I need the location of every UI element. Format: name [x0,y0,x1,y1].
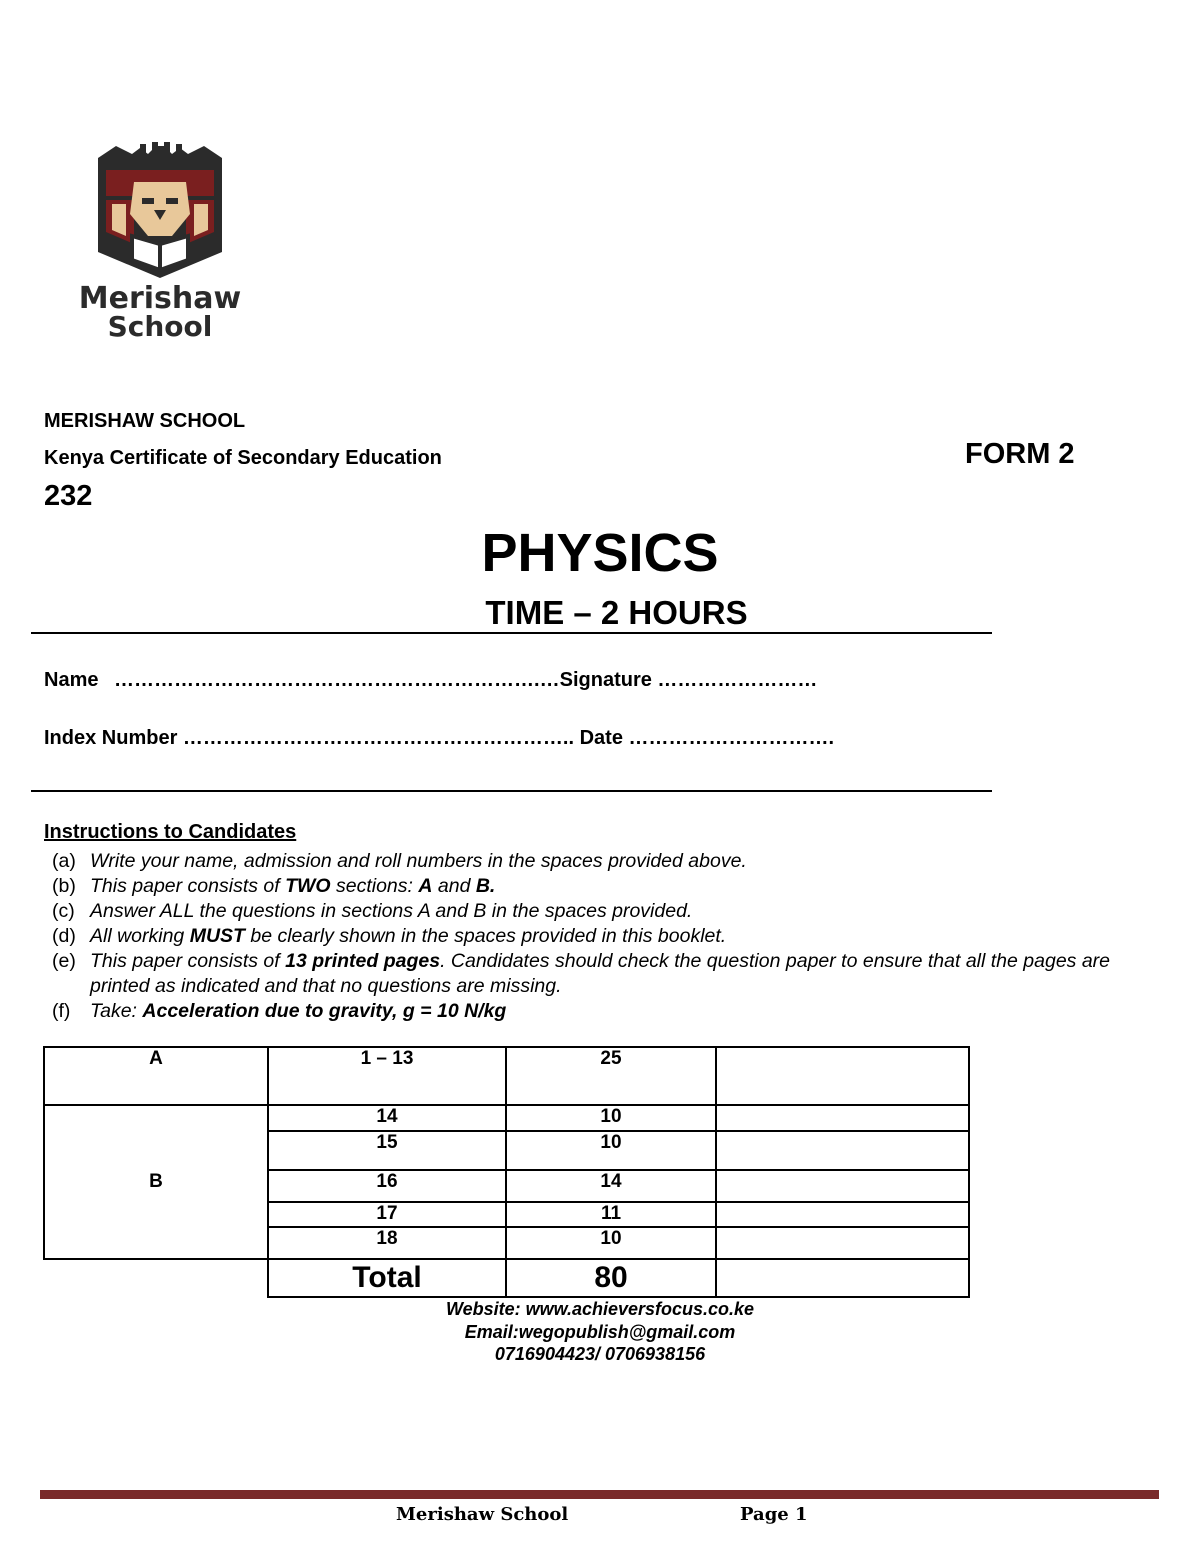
divider-bottom [31,790,992,792]
instruction-item [52,949,1132,999]
paper-code: 232 [44,480,93,512]
instruction-label: (e) [52,950,76,972]
footer-page-number: Page 1 [740,1504,808,1525]
date-field[interactable]: …………………………. [628,727,835,749]
total-label: Total [268,1259,506,1297]
max-marks-cell: 11 [506,1202,716,1227]
instruction-label: (c) [52,900,75,922]
question-cell: 18 [268,1227,506,1259]
index-number-field[interactable]: ………………………………………………….. [182,727,575,749]
footer-school-name: Merishaw School [396,1504,569,1525]
max-marks-cell: 10 [506,1227,716,1259]
instruction-text: Write your name, admission and roll numbers in the spaces provided above. [90,850,747,872]
instruction-text: Take: Acceleration due to gravity, g = 10 N/kg [90,1000,507,1022]
instruction-text: Answer ALL the questions in sections A and B in the spaces provided. [90,900,693,922]
phone-text: 0716904423/ 0706938156 [494,1344,706,1364]
total-row [44,1259,969,1297]
instruction-label: (b) [52,875,76,897]
max-marks-cell: 14 [506,1170,716,1202]
total-score-cell[interactable] [716,1259,969,1297]
instruction-item [52,924,1132,949]
max-marks-cell: 10 [506,1105,716,1131]
instruction-item [52,874,1132,899]
max-marks-cell: 25 [506,1047,716,1105]
name-label: Name [44,669,99,691]
lion-crest-icon [60,140,260,350]
instructions-title: Instructions to Candidates [44,821,297,843]
footer-bar [40,1490,1159,1499]
table-row [44,1047,969,1105]
exam-duration: TIME – 2 HOURS [485,594,748,631]
score-cell[interactable] [716,1202,969,1227]
school-logo [60,140,260,350]
instruction-label: (d) [52,925,76,947]
school-name: MERISHAW SCHOOL [44,410,246,432]
subject-title: PHYSICS [481,523,719,583]
form-level: FORM 2 [965,438,1075,470]
question-cell: 14 [268,1105,506,1131]
question-cell: 16 [268,1170,506,1202]
score-cell[interactable] [716,1227,969,1259]
empty-cell [44,1259,268,1297]
question-cell: 1 – 13 [268,1047,506,1105]
email-text: Email:wegopublish@gmail.com [464,1321,736,1342]
score-cell[interactable] [716,1047,969,1105]
instruction-item [52,999,1132,1024]
contact-block [0,1298,1200,1366]
index-date-row [44,727,834,750]
date-label: Date [579,727,623,749]
website-text: Website: www.achieversfocus.co.ke [445,1299,755,1319]
table-row [44,1105,969,1131]
name-signature-row [44,669,817,692]
signature-field[interactable]: …………………… [657,669,818,691]
score-cell[interactable] [716,1105,969,1131]
instruction-text: All working MUST be clearly shown in the spaces provided in this booklet. [90,925,727,947]
total-marks: 80 [506,1259,716,1297]
instruction-item [52,849,1132,874]
score-cell[interactable] [716,1170,969,1202]
instruction-item [52,899,1132,924]
score-table [43,1046,970,1298]
divider-top [31,632,992,634]
index-number-label: Index Number [44,727,178,749]
logo-text-line1: Merishaw [78,281,242,316]
score-cell[interactable] [716,1131,969,1170]
instructions-list [52,849,1132,1024]
max-marks-cell: 10 [506,1131,716,1170]
instruction-label: (a) [52,850,76,872]
instruction-text: This paper consists of TWO sections: A and B. [90,875,496,897]
instruction-text: This paper consists of 13 printed pages. Candidates should check the question paper to ensure that all the pages are printed as indicated and that no questions are missing. [90,950,1111,997]
logo-text-line2: School [107,310,213,343]
instruction-label: (f) [52,1000,71,1022]
name-field[interactable]: ……………………………………………………….… [114,669,560,691]
certificate-title: Kenya Certificate of Secondary Education [44,447,442,469]
signature-label: Signature [559,669,652,691]
question-cell: 15 [268,1131,506,1170]
question-cell: 17 [268,1202,506,1227]
section-cell: A [44,1047,268,1105]
section-cell: B [44,1105,268,1259]
